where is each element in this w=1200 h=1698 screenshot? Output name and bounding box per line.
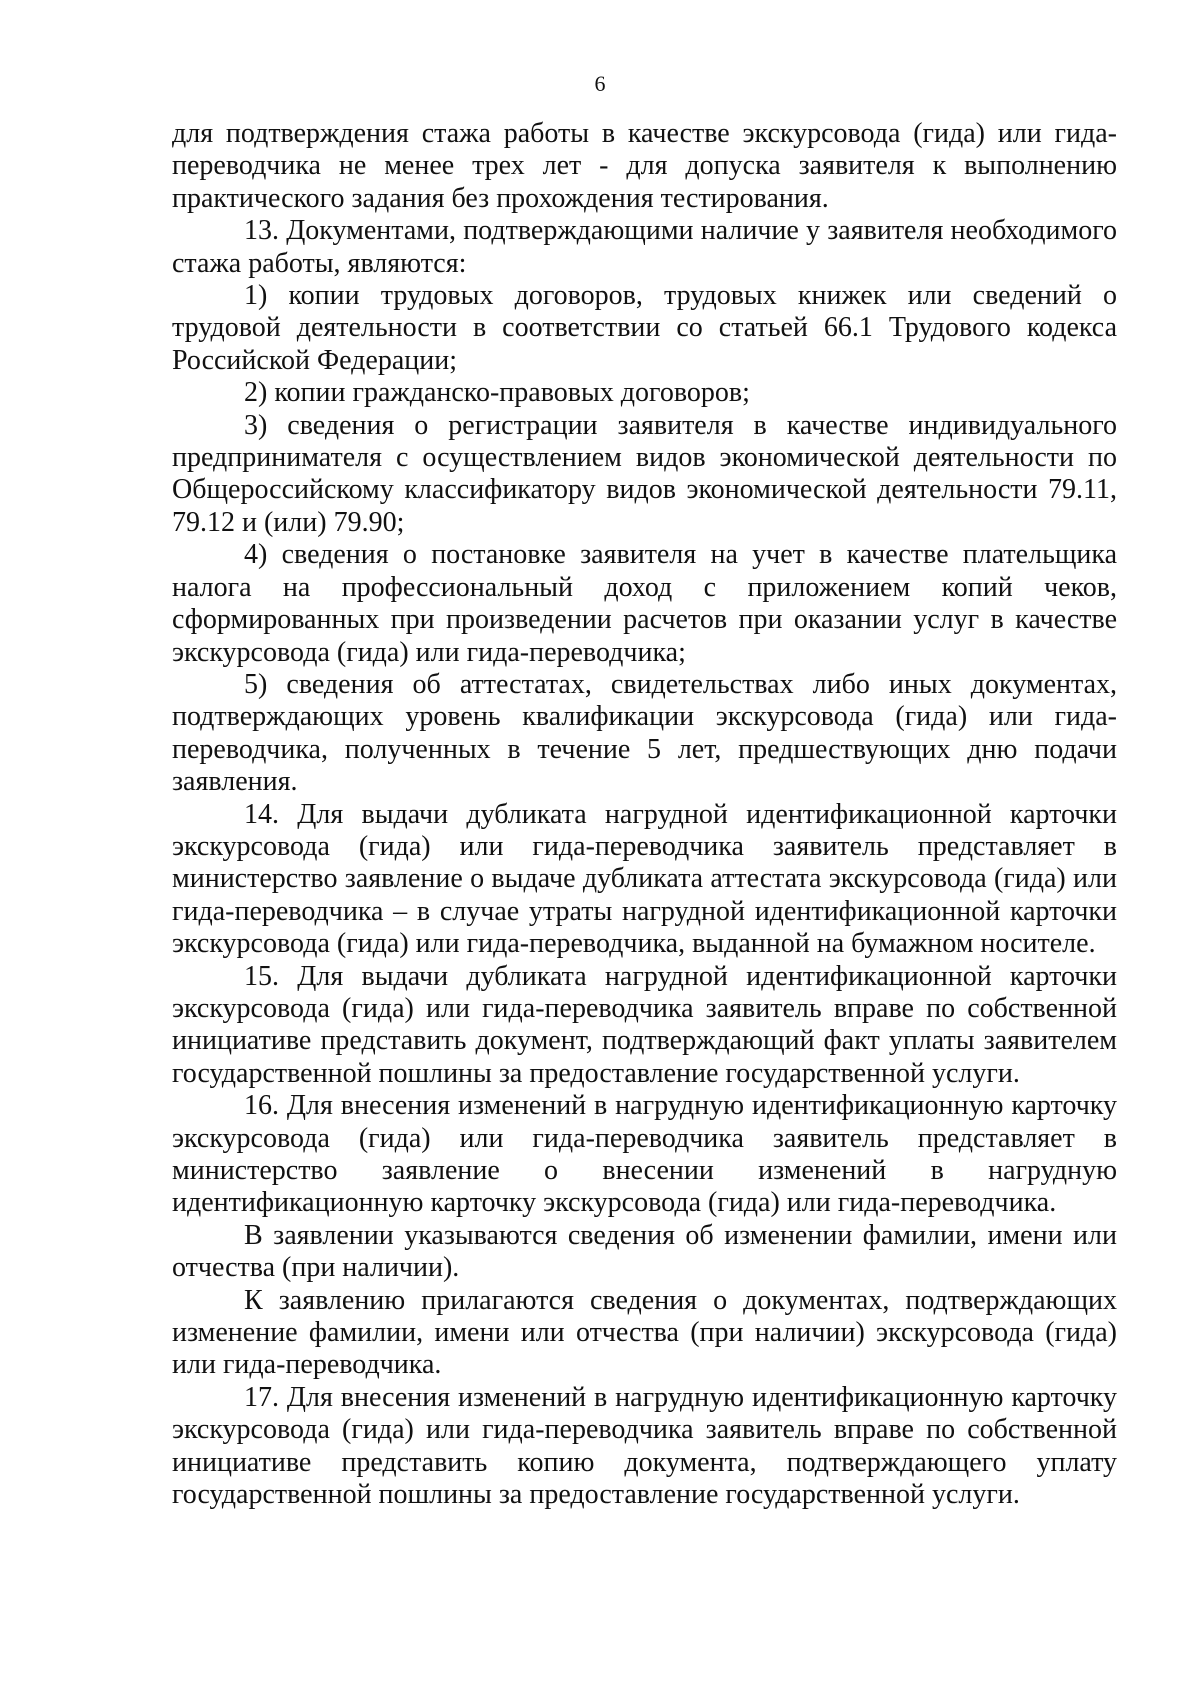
- paragraph-subitem-4: 4) сведения о постановке заявителя на учет в качестве плательщика налога на профессиональный доход с приложением копий чеков, сформированных при произведении расчетов при оказании услуг в качестве экскурсовода (гида) или гида-переводчика;: [172, 539, 1117, 668]
- paragraph-item-13: 13. Документами, подтверждающими наличие у заявителя необходимого стажа работы, являются:: [172, 215, 1117, 279]
- paragraph-item-16-attachments: К заявлению прилагаются сведения о документах, подтверждающих изменение фамилии, имени или отчества (при наличии) экскурсовода (гида) или гида-переводчика.: [172, 1284, 1117, 1381]
- paragraph-item-16: 16. Для внесения изменений в нагрудную идентификационную карточку экскурсовода (гида) или гида-переводчика заявитель представляет в министерство заявление о внесении изменений в нагрудную идентификационную карточку экскурсовода (гида) или гида-переводчика.: [172, 1090, 1117, 1219]
- paragraph-subitem-1: 1) копии трудовых договоров, трудовых книжек или сведений о трудовой деятельности в соответствии со статьей 66.1 Трудового кодекса Российской Федерации;: [172, 280, 1117, 376]
- paragraph-subitem-5: 5) сведения об аттестатах, свидетельствах либо иных документах, подтверждающих уровень квалификации экскурсовода (гида) или гида-переводчика, полученных в течение 5 лет, предшествующих дню подачи заявления.: [172, 668, 1117, 798]
- paragraph-subitem-2: 2) копии гражданско-правовых договоров;: [244, 377, 750, 409]
- paragraph-continued: для подтверждения стажа работы в качестве экскурсовода (гида) или гида-переводчика не менее трех лет - для допуска заявителя к выполнению практического задания без прохождения тестирования.: [172, 118, 1117, 214]
- paragraph-subitem-3: 3) сведения о регистрации заявителя в качестве индивидуального предпринимателя с осуществлением видов экономической деятельности по Общероссийскому классификатору видов экономической деятельности 79.11, 79.12 и (или) 79.90;: [172, 409, 1117, 538]
- document-body: [172, 118, 1117, 1511]
- paragraph-item-14: 14. Для выдачи дубликата нагрудной идентификационной карточки экскурсовода (гида) или гида-переводчика заявитель представляет в министерство заявление о выдаче дубликата аттестата экскурсовода (гида) или гида-переводчика – в случае утраты нагрудной идентификационной карточки экскурсовода (гида) или гида-переводчика, выданной на бумажном носителе.: [172, 798, 1117, 960]
- page-number: 6: [594, 71, 606, 96]
- paragraph-item-16-details: В заявлении указываются сведения об изменении фамилии, имени или отчества (при наличии).: [172, 1219, 1117, 1284]
- paragraph-item-17: 17. Для внесения изменений в нагрудную идентификационную карточку экскурсовода (гида) или гида-переводчика заявитель вправе по собственной инициативе представить копию документа, подтверждающего уплату государственной пошлины за предоставление государственной услуги.: [172, 1381, 1117, 1511]
- paragraph-item-15: 15. Для выдачи дубликата нагрудной идентификационной карточки экскурсовода (гида) или гида-переводчика заявитель вправе по собственной инициативе представить документ, подтверждающий факт уплаты заявителем государственной пошлины за предоставление государственной услуги.: [172, 960, 1117, 1089]
